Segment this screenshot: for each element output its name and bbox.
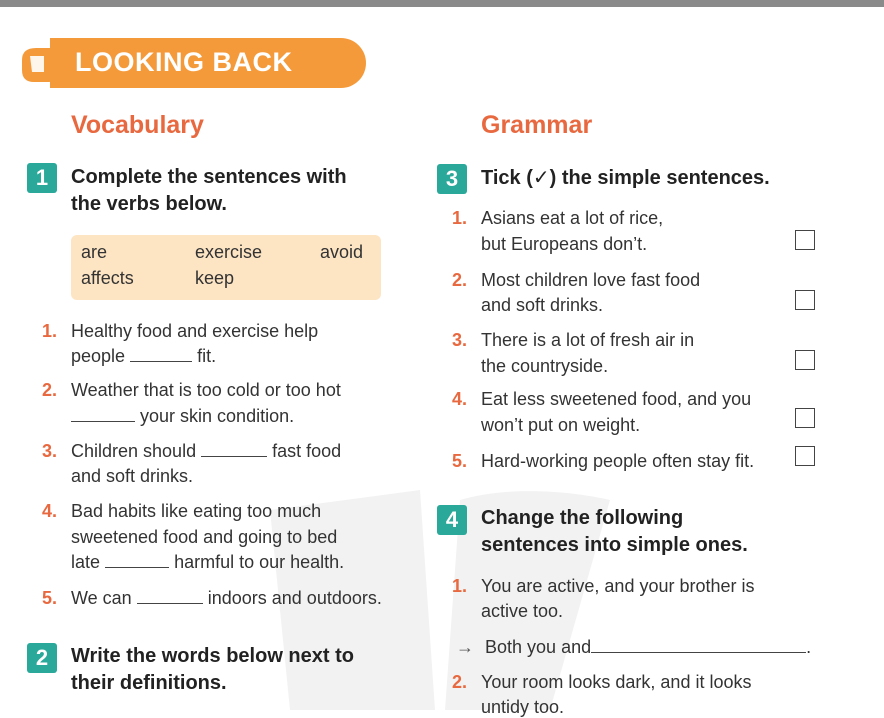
item-number: 3.	[42, 441, 58, 461]
item-text: won’t put on weight.	[481, 415, 641, 435]
item-number: 1.	[452, 576, 468, 596]
item-number: 5.	[42, 588, 58, 608]
item-text: Asians eat a lot of rice,	[481, 208, 664, 228]
top-border	[0, 0, 884, 7]
exercise-4-title: Change the following sentences into simple ones.	[481, 507, 748, 556]
item-text: people fit.	[71, 346, 217, 366]
word-item: keep	[195, 268, 235, 288]
item-number: 4.	[452, 389, 468, 409]
word-box	[71, 235, 381, 300]
exercise-4-number: 4	[437, 505, 467, 535]
banner-title: LOOKING BACK	[75, 47, 293, 77]
arrow-icon: →	[456, 637, 474, 657]
item-text: Weather that is too cold or too hot	[71, 380, 341, 400]
item-number: 1.	[42, 321, 58, 341]
item-number: 3.	[452, 330, 468, 350]
item-text: late harmful to our health.	[71, 552, 345, 572]
answer-blank[interactable]	[137, 603, 203, 604]
tick-checkbox[interactable]	[795, 230, 815, 250]
item-text: and soft drinks.	[481, 295, 604, 315]
exercise-2-title: Write the words below next to their definitions.	[71, 645, 354, 694]
item-number: 5.	[452, 451, 468, 471]
word-item: are	[81, 242, 108, 262]
item-number: 2.	[452, 270, 468, 290]
answer-blank[interactable]	[591, 652, 806, 653]
answer-blank[interactable]	[130, 361, 192, 362]
tick-checkbox[interactable]	[795, 350, 815, 370]
item-text: Most children love fast food	[481, 270, 701, 290]
exercise-3-number: 3	[437, 164, 467, 194]
answer-blank[interactable]	[201, 456, 267, 457]
word-item: avoid	[320, 242, 364, 262]
exercise-1-number: 1	[27, 163, 57, 193]
item-text: sweetened food and going to bed	[71, 527, 338, 547]
item-number: 2.	[42, 380, 58, 400]
item-text: and soft drinks.	[71, 466, 194, 486]
tick-checkbox[interactable]	[795, 408, 815, 428]
item-text: You are active, and your brother is	[481, 576, 755, 596]
item-text: Bad habits like eating too much	[71, 501, 322, 521]
item-text: We can indoors and outdoors.	[71, 588, 382, 608]
item-text: Your room looks dark, and it looks	[481, 672, 752, 692]
tick-checkbox[interactable]	[795, 446, 815, 466]
item-text: active too.	[481, 601, 564, 621]
exercise-3-title: Tick (✓) the simple sentences.	[481, 167, 770, 189]
grammar-heading: Grammar	[481, 111, 593, 139]
item-text: but Europeans don’t.	[481, 234, 648, 254]
item-text: Hard-working people often stay fit.	[481, 451, 755, 471]
item-number: 1.	[452, 208, 468, 228]
looking-back-banner	[20, 38, 366, 88]
item-text: Eat less sweetened food, and you	[481, 389, 752, 409]
item-text: There is a lot of fresh air in	[481, 330, 695, 350]
word-item: exercise	[195, 242, 263, 262]
item-text: Healthy food and exercise help	[71, 321, 319, 341]
item-text: your skin condition.	[71, 406, 294, 427]
tick-checkbox[interactable]	[795, 290, 815, 310]
exercise-1-title: Complete the sentences with the verbs below.	[71, 166, 347, 215]
answer-blank[interactable]	[105, 567, 169, 568]
item-number: 2.	[452, 672, 468, 692]
exercise-2-number: 2	[27, 643, 57, 673]
answer-line: → Both you and .	[456, 637, 812, 657]
vocabulary-heading: Vocabulary	[71, 111, 204, 139]
answer-blank[interactable]	[71, 421, 135, 422]
item-text: Children should fast food	[71, 441, 342, 461]
pointing-hand-icon	[20, 42, 80, 84]
item-text: untidy too.	[481, 697, 565, 717]
word-item: affects	[81, 268, 134, 288]
item-text: the countryside.	[481, 356, 609, 376]
item-number: 4.	[42, 501, 58, 521]
